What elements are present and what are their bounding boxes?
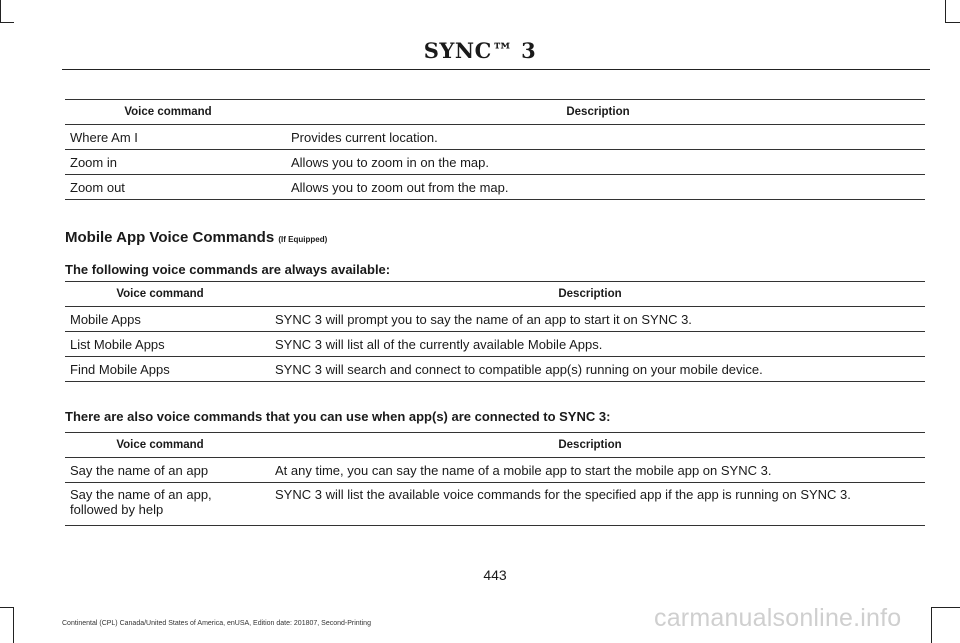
crop-mark [13,607,14,643]
voice-command-cell: Where Am I [65,125,271,150]
crop-mark [0,607,14,608]
section-intro: The following voice commands are always available: [65,262,391,277]
table-row [65,458,925,483]
connected-intro: There are also voice commands that you can use when app(s) are connected to SYNC 3: [65,409,611,424]
table-row [65,150,925,175]
description-cell: SYNC 3 will prompt you to say the name of an app to start it on SYNC 3. [255,307,925,332]
voice-command-cell: Zoom in [65,150,271,175]
page-number: 443 [483,567,507,583]
crop-mark [0,22,14,23]
description-cell: At any time, you can say the name of a mobile app to start the mobile app on SYNC 3. [255,458,925,483]
table-row [65,357,925,382]
section-heading [65,229,327,246]
column-header: Voice command [65,433,255,458]
voice-command-cell: Say the name of an app [65,458,255,483]
column-header: Description [255,433,925,458]
crop-mark [931,607,932,643]
voice-command-cell: List Mobile Apps [65,332,255,357]
table-row [65,483,925,526]
header-divider [62,69,930,70]
description-cell: SYNC 3 will list the available voice commands for the specified app if the app is running on SYNC 3. [255,483,925,526]
watermark: carmanualsonline.info [654,604,902,632]
voice-command-cell: Say the name of an app, followed by help [65,483,255,526]
voice-command-cell: Zoom out [65,175,271,200]
page-header-title: SYNC™ 3 [423,38,537,63]
table-row [65,307,925,332]
voice-command-cell: Mobile Apps [65,307,255,332]
crop-mark [0,0,1,22]
crop-mark [945,0,946,22]
column-header: Voice command [65,100,271,125]
crop-mark [945,22,960,23]
voice-command-cell: Find Mobile Apps [65,357,255,382]
column-header: Description [271,100,925,125]
table-header-row [65,433,925,458]
connected-app-commands-table [65,432,925,526]
column-header: Description [255,282,925,307]
mobile-app-commands-table [65,281,925,382]
section-heading-note: (If Equipped) [278,235,328,244]
section-heading-text: Mobile App Voice Commands [65,229,275,246]
table-header-row [65,100,925,125]
table-header-row [65,282,925,307]
table-row [65,175,925,200]
map-commands-table [65,99,925,200]
edition-footer: Continental (CPL) Canada/United States of America, enUSA, Edition date: 201807, Second-Printing [62,620,371,627]
description-cell: Allows you to zoom out from the map. [271,175,925,200]
description-cell: Allows you to zoom in on the map. [271,150,925,175]
column-header: Voice command [65,282,255,307]
description-cell: SYNC 3 will list all of the currently available Mobile Apps. [255,332,925,357]
description-cell: Provides current location. [271,125,925,150]
description-cell: SYNC 3 will search and connect to compatible app(s) running on your mobile device. [255,357,925,382]
table-row [65,125,925,150]
table-row [65,332,925,357]
crop-mark [931,607,960,608]
